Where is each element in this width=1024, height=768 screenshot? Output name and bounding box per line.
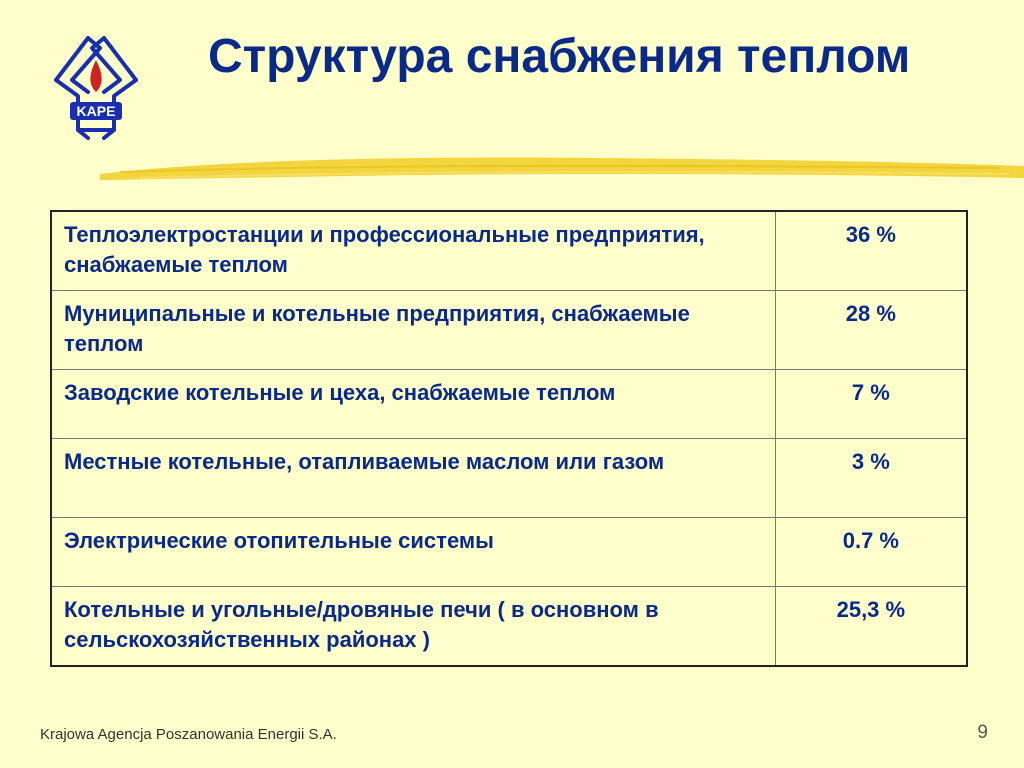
row-value: 28 %: [775, 291, 967, 370]
kape-logo: [48, 34, 144, 140]
table-row: [51, 518, 967, 587]
footer-organization: Krajowa Agencja Poszanowania Energii S.A.: [40, 726, 337, 743]
row-label: Муниципальные и котельные предприятия, снабжаемые теплом: [51, 291, 775, 370]
yellow-brush-stroke: [100, 148, 1024, 188]
row-value: 7 %: [775, 370, 967, 439]
row-value: 3 %: [775, 439, 967, 518]
table-row: [51, 291, 967, 370]
page-number: 9: [977, 722, 988, 743]
row-value: 36 %: [775, 211, 967, 291]
row-value: 0.7 %: [775, 518, 967, 587]
kape-logo-icon: [48, 34, 144, 140]
row-label: Котельные и угольные/дровяные печи ( в основном в сельскохозяйственных районах ): [51, 587, 775, 667]
table-row: [51, 370, 967, 439]
row-label: Заводские котельные и цеха, снабжаемые теплом: [51, 370, 775, 439]
page-title: Структура снабжения теплом: [208, 30, 911, 83]
table-row: [51, 587, 967, 667]
heat-supply-table: [50, 210, 968, 667]
kape-logo-text: KAPE: [76, 103, 116, 119]
row-label: Теплоэлектростанции и профессиональные предприятия, снабжаемые теплом: [51, 211, 775, 291]
row-label: Электрические отопительные системы: [51, 518, 775, 587]
table-row: [51, 211, 967, 291]
row-value: 25,3 %: [775, 587, 967, 667]
row-label: Местные котельные, отапливаемые маслом или газом: [51, 439, 775, 518]
table-row: [51, 439, 967, 518]
